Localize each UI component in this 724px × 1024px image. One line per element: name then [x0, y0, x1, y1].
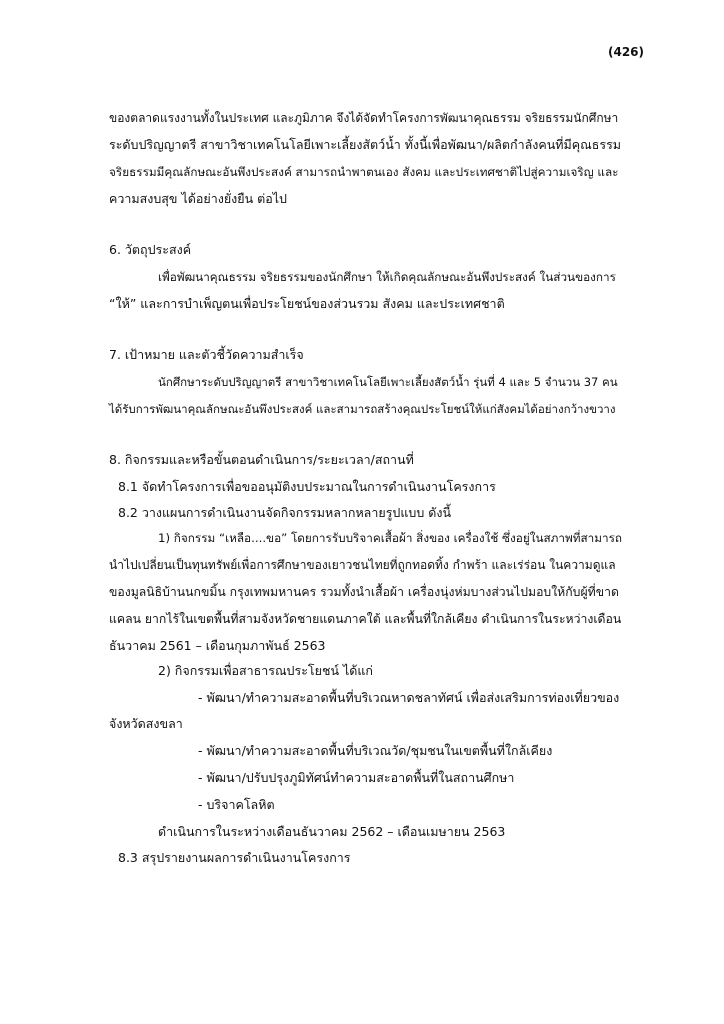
- bullet-4: - บริจาคโลหิต: [198, 797, 275, 812]
- intro-line-1: ของตลาดแรงงานทั้งในประเทศ และภูมิภาค จึงได้จัดทำโครงการพัฒนาคุณธรรม จริยธรรมนักศึกษา: [109, 111, 619, 125]
- activity-2-heading: 2) กิจกรรมเพื่อสาธารณประโยชน์ ได้แก่: [158, 663, 373, 678]
- bullet-1-line-2: จังหวัดสงขลา: [109, 716, 183, 731]
- section-7-line-2: ได้รับการพัฒนาคุณลักษณะอันพึงประสงค์ และสามารถสร้างคุณประโยชน์ให้แก่สังคมได้อย่างกว้างขวาง: [109, 402, 616, 416]
- bullet-1-line-1: - พัฒนา/ทำความสะอาดพื้นที่บริเวณหาดชลาทัศน์ เพื่อส่งเสริมการท่องเที่ยวของ: [198, 690, 620, 705]
- activity-1-line-5: ธันวาคม 2561 – เดือนกุมภาพันธ์ 2563: [109, 638, 326, 653]
- section-6-line-2: “ให้” และการบำเพ็ญตนเพื่อประโยชน์ของส่วนรวม สังคม และประเทศชาติ: [109, 296, 505, 311]
- section-7-heading: 7. เป้าหมาย และตัวชี้วัดความสำเร็จ: [109, 347, 304, 362]
- activity-2-period: ดำเนินการในระหว่างเดือนธันวาคม 2562 – เดือนเมษายน 2563: [158, 824, 506, 839]
- intro-line-4: ความสงบสุข ได้อย่างยั่งยืน ต่อไป: [109, 191, 287, 206]
- item-8-3: 8.3 สรุปรายงานผลการดำเนินงานโครงการ: [118, 850, 351, 865]
- activity-1-line-4: แคลน ยากไร้ในเขตพื้นที่สามจังหวัดชายแดนภาคใต้ และพื้นที่ใกล้เคียง ดำเนินการในระหว่างเดือน: [109, 612, 622, 626]
- section-6-line-1: เพื่อพัฒนาคุณธรรม จริยธรรมของนักศึกษา ให้เกิดคุณลักษณะอันพึงประสงค์ ในส่วนของการ: [158, 270, 616, 284]
- section-8-heading: 8. กิจกรรมและหรือขั้นตอนดำเนินการ/ระยะเวลา/สถานที่: [109, 452, 414, 467]
- item-8-2: 8.2 วางแผนการดำเนินงานจัดกิจกรรมหลากหลายรูปแบบ ดังนี้: [118, 505, 452, 520]
- activity-1-line-2: นำไปเปลี่ยนเป็นทุนทรัพย์เพื่อการศึกษาของเยาวชนไทยที่ถูกทอดทิ้ง กำพร้า และเร่ร่อน ในความดูแล: [109, 558, 616, 572]
- intro-line-3: จริยธรรมมีคุณลักษณะอันพึงประสงค์ สามารถนำพาตนเอง สังคม และประเทศชาติไปสู่ความเจริญ และ: [109, 165, 619, 179]
- activity-1-line-1: 1) กิจกรรม “เหลือ....ขอ” โดยการรับบริจาคเสื้อผ้า สิ่งของ เครื่องใช้ ซึ่งอยู่ในสภาพที่สามารถ: [158, 531, 623, 545]
- bullet-2: - พัฒนา/ทำความสะอาดพื้นที่บริเวณวัด/ชุมชนในเขตพื้นที่ใกล้เคียง: [198, 743, 553, 758]
- item-8-1: 8.1 จัดทำโครงการเพื่อขออนุมัติงบประมาณในการดำเนินงานโครงการ: [118, 479, 496, 494]
- section-7-line-1: นักศึกษาระดับปริญญาตรี สาขาวิชาเทคโนโลยีเพาะเลี้ยงสัตว์น้ำ รุ่นที่ 4 และ 5 จำนวน 37 คน: [158, 375, 618, 389]
- activity-1-line-3: ของมูลนิธิบ้านนกขมิ้น กรุงเทพมหานคร รวมทั้งนำเสื้อผ้า เครื่องนุ่งห่มบางส่วนไปมอบให้กับผู้ที่ขาด: [109, 585, 619, 599]
- page-number: (426): [608, 45, 645, 59]
- section-6-heading: 6. วัตถุประสงค์: [109, 242, 192, 257]
- bullet-3: - พัฒนา/ปรับปรุงภูมิทัศน์ทำความสะอาดพื้นที่ในสถานศึกษา: [198, 770, 515, 785]
- intro-line-2: ระดับปริญญาตรี สาขาวิชาเทคโนโลยีเพาะเลี้ยงสัตว์น้ำ ทั้งนี้เพื่อพัฒนา/ผลิตกำลังคนที่มีคุณธรรม: [109, 137, 622, 152]
